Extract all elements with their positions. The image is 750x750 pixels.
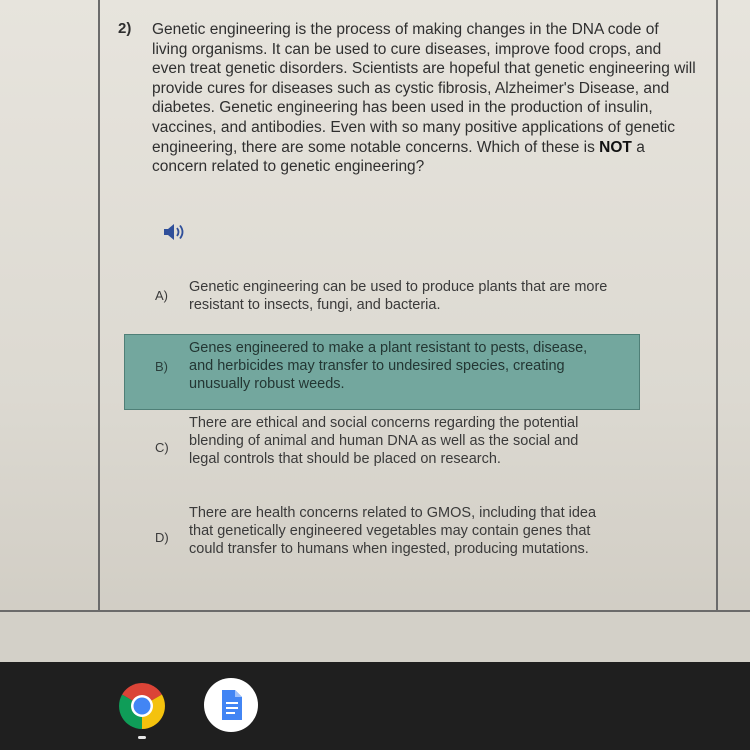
answer-choice-d[interactable] xyxy=(125,500,640,586)
choice-letter: A) xyxy=(155,288,168,303)
choice-text: There are ethical and social concerns regarding the potential blending of animal and human DNA as well as the social and legal controls that should be placed on research. xyxy=(189,415,579,467)
answer-choice-a[interactable] xyxy=(125,272,640,324)
document-glyph xyxy=(204,678,258,732)
frame-divider-left xyxy=(98,0,100,612)
question-emphasis: NOT xyxy=(599,138,632,156)
speaker-icon[interactable] xyxy=(162,222,188,242)
choice-letter: B) xyxy=(155,359,168,374)
question-text-after: a concern related to genetic engineering? xyxy=(152,138,645,176)
taskbar xyxy=(0,662,750,750)
choice-text: Genes engineered to make a plant resistant to pests, disease, and herbicides may transfer to undesired species, creating unusually robust weeds. xyxy=(189,340,588,392)
page-footer-area xyxy=(0,612,750,662)
chrome-icon[interactable] xyxy=(116,680,168,732)
active-app-indicator xyxy=(138,736,146,739)
frame-divider-right xyxy=(716,0,718,612)
question-text-before: Genetic engineering is the process of making changes in the DNA code of living organisms. It can be used to cure diseases, improve food crops, and even treat genetic disorders. Scientists are hopeful that genetic engineering will provide cures for diseases such as cystic fibrosis, Alzheimer's Disease, and diabetes. Genetic engineering has been used in the production of insulin, vaccines, and antibodies. Even with so many positive applications of genetic engineering, there are some notable concerns. Which of these is xyxy=(152,21,696,156)
answer-choice-c[interactable] xyxy=(125,410,640,494)
choice-letter: D) xyxy=(155,530,169,545)
question-number: 2) xyxy=(118,20,132,37)
choice-text: Genetic engineering can be used to produce plants that are more resistant to insects, fungi, and bacteria. xyxy=(189,279,608,313)
answer-choice-b-selected[interactable] xyxy=(124,334,640,410)
question-text xyxy=(152,20,697,177)
google-docs-icon[interactable] xyxy=(204,678,258,732)
choice-text: There are health concerns related to GMOS, including that idea that genetically engineered vegetables may contain genes that could transfer to humans when ingested, producing mutations. xyxy=(189,505,597,557)
choice-letter: C) xyxy=(155,440,169,455)
